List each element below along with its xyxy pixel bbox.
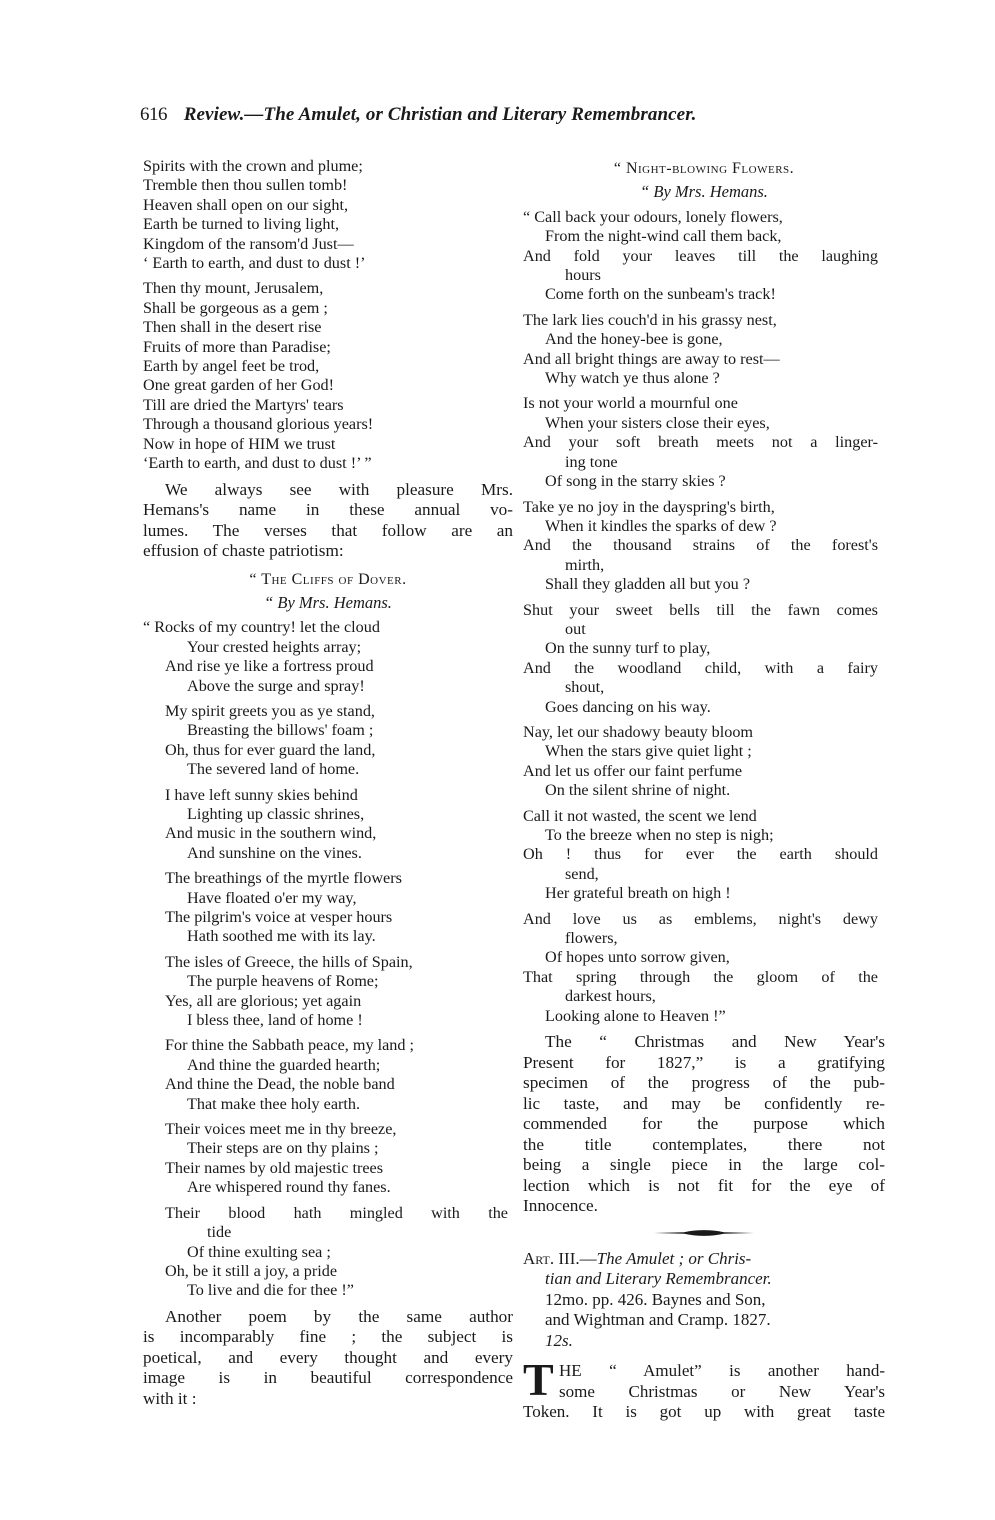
poem-stanza <box>143 869 513 947</box>
poem-line: And the honey-bee is gone, <box>545 330 723 349</box>
poem-line: And rise ye like a fortress proud <box>165 657 374 676</box>
poem-line: shout, <box>565 678 605 697</box>
poem-line: out <box>565 619 586 638</box>
closing-paragraph <box>143 1307 513 1410</box>
poem-stanza <box>143 953 513 1031</box>
poem-line: ‘Earth to earth, and dust to dust !’ ” <box>143 454 372 473</box>
poem-line: Yes, all are glorious; yet again <box>165 991 362 1010</box>
poem-line: Their names by old majestic trees <box>165 1158 384 1177</box>
page-number: 616 <box>140 104 167 125</box>
para-line: The “ Christmas and New Year's <box>545 1032 885 1052</box>
poem-line: Their voices meet me in thy breeze, <box>165 1120 397 1139</box>
para-line: the title contemplates, there not <box>523 1134 885 1154</box>
poem-line: My spirit greets you as ye stand, <box>165 701 375 720</box>
poem-line: And thine the guarded hearth; <box>187 1055 381 1074</box>
poem-stanza <box>143 157 513 273</box>
para-line: Innocence. <box>523 1196 598 1216</box>
poem-line: And let us offer our faint perfume <box>523 761 743 780</box>
poem-line: mirth, <box>565 555 605 574</box>
para-line: poetical, and every thought and every <box>143 1347 513 1367</box>
poem-line: Looking alone to Heaven !” <box>545 1006 726 1025</box>
poem-line: Now in hope of HIM we trust <box>143 434 336 453</box>
poem-line: When your sisters close their eyes, <box>545 413 770 432</box>
poem-line: hours <box>565 266 601 285</box>
poem-line: Goes dancing on his way. <box>545 697 711 716</box>
poem-line: And all bright things are away to rest— <box>523 349 780 368</box>
poem-stanza <box>523 910 885 1026</box>
ornament-icon <box>654 1229 754 1237</box>
section-divider-ornament <box>654 1229 754 1237</box>
article-title-continued: tian and Literary Remembrancer. <box>545 1269 772 1289</box>
poem-line: For thine the Sabbath peace, my land ; <box>165 1036 415 1055</box>
poem-stanza <box>143 618 513 696</box>
poem-stanza <box>143 702 513 780</box>
para-line: Present for 1827,” is a gratifying <box>523 1052 885 1072</box>
poem-line: Are whispered round thy fanes. <box>187 1178 391 1197</box>
poem-line: Spirits with the crown and plume; <box>143 157 363 175</box>
article-publication-info: 12mo. pp. 426. Baynes and Son, <box>545 1289 766 1309</box>
poem-line: Above the surge and spray! <box>187 676 365 695</box>
poem-line: Shall they gladden all but you ? <box>545 575 750 594</box>
poem-line: Then thy mount, Jerusalem, <box>143 279 324 298</box>
para-line: lic taste, and may be confidently re- <box>523 1093 885 1113</box>
poem-byline: “ By Mrs. Hemans. <box>264 592 392 612</box>
poem-line: Why watch ye thus alone ? <box>545 369 720 388</box>
para-line: being a single piece in the large col- <box>523 1155 885 1175</box>
poem-line: When the stars give quiet light ; <box>545 742 752 761</box>
poem-line: To the breeze when no step is nigh; <box>545 826 774 844</box>
review-paragraph <box>523 1032 885 1217</box>
poem-line: “ Call back your odours, lonely flowers, <box>523 207 783 226</box>
poem-line: Earth by angel feet be trod, <box>143 357 320 376</box>
poem-stanza <box>143 786 513 864</box>
poem-line: Is not your world a mournful one <box>523 394 738 413</box>
article-body <box>523 1354 885 1423</box>
poem-line: Their blood hath mingled with the <box>165 1203 508 1222</box>
para-line: image is in beautiful correspondence <box>143 1368 513 1388</box>
poem-line: And the thousand strains of the forest's <box>523 536 878 555</box>
poem-stanza <box>523 723 885 801</box>
poem-line: I have left sunny skies behind <box>165 785 358 804</box>
poem-line: The purple heavens of Rome; <box>187 972 379 991</box>
right-column <box>523 157 885 1423</box>
poem-line: One great garden of her God! <box>143 376 335 395</box>
poem-stanza <box>143 1036 513 1114</box>
poem-line: Oh, thus for ever guard the land, <box>165 740 376 759</box>
poem-line: Have floated o'er my way, <box>187 888 357 907</box>
poem-stanza <box>143 1120 513 1198</box>
poem-line: ing tone <box>565 452 618 471</box>
para-line: specimen of the progress of the pub- <box>523 1073 885 1093</box>
poem-line: I bless thee, land of home ! <box>187 1011 363 1030</box>
poem-line: Of hopes unto sorrow given, <box>545 948 730 967</box>
poem-line: Fruits of more than Paradise; <box>143 337 331 356</box>
running-title: Review.—The Amulet, or Christian and Literary Remembrancer. <box>183 104 697 125</box>
poem-line: The lark lies couch'd in his grassy nest, <box>523 310 777 329</box>
poem-line: Breasting the billows' foam ; <box>187 721 374 740</box>
para-line: commended for the purpose which <box>523 1114 885 1134</box>
poem-line: When it kindles the sparks of dew ? <box>545 516 777 535</box>
poem-line: Then shall in the desert rise <box>143 318 322 337</box>
poem-line: Of thine exulting sea ; <box>187 1242 331 1261</box>
poem-line: Call it not wasted, the scent we lend <box>523 806 757 825</box>
poem-line: And sunshine on the vines. <box>187 843 362 862</box>
para-line: is incomparably fine ; the subject is <box>143 1327 513 1347</box>
poem-line: Shut your sweet bells till the fawn comes <box>523 600 878 619</box>
poem-line: Of song in the starry skies ? <box>545 472 726 491</box>
poem-line: Your crested heights array; <box>187 637 362 656</box>
poem-line: Hath soothed me with its lay. <box>187 927 376 946</box>
poem-line: Nay, let our shadowy beauty bloom <box>523 722 754 741</box>
poem-line: Tremble then thou sullen tomb! <box>143 176 348 195</box>
poem-line: And fold your leaves till the laughing <box>523 246 878 265</box>
poem-line: flowers, <box>565 929 618 948</box>
para-line: lection which is not fit for the eye of <box>523 1175 885 1195</box>
poem-line: Kingdom of the ransom'd Just— <box>143 234 354 253</box>
poem-line: Shall be gorgeous as a gem ; <box>143 298 328 317</box>
poem-stanza <box>143 279 513 473</box>
poem-title: “ The Cliffs of Dover. <box>249 570 407 588</box>
poem-line: Oh, be it still a joy, a pride <box>165 1261 338 1280</box>
article-dash: — <box>579 1248 597 1268</box>
para-line: We always see with pleasure Mrs. <box>165 479 513 499</box>
poem-stanza <box>143 1204 513 1301</box>
poem-line: Her grateful breath on high ! <box>545 884 731 903</box>
poem-line: Come forth on the sunbeam's track! <box>545 285 776 304</box>
left-column <box>143 157 513 1417</box>
body-line: HE “ Amulet” is another hand- <box>559 1361 885 1381</box>
para-line: Another poem by the same author <box>165 1306 513 1326</box>
poem-line: That spring through the gloom of the <box>523 967 878 986</box>
poem-line: Through a thousand glorious years! <box>143 415 374 434</box>
poem-line: On the silent shrine of night. <box>545 781 731 800</box>
poem-byline: “ By Mrs. Hemans. <box>640 182 768 202</box>
poem-line: darkest hours, <box>565 987 656 1006</box>
poem-stanza <box>523 311 885 389</box>
poem-stanza <box>523 601 885 717</box>
poem-line: That make thee holy earth. <box>187 1094 361 1113</box>
poem-line: And music in the southern wind, <box>165 824 377 843</box>
article-price: 12s. <box>545 1330 573 1350</box>
article-title: The Amulet ; or Chris- <box>596 1248 752 1268</box>
poem-line: tide <box>207 1223 232 1242</box>
para-line: lumes. The verses that follow are an <box>143 520 513 540</box>
poem-line: The severed land of home. <box>187 760 360 779</box>
poem-line: To live and die for thee !” <box>187 1281 354 1300</box>
poem-line: Earth be turned to living light, <box>143 215 340 234</box>
poem-line: And the woodland child, with a fairy <box>523 658 878 677</box>
article-heading <box>523 1249 885 1352</box>
poem-stanza <box>523 208 885 305</box>
poem-line: On the sunny turf to play, <box>545 639 711 658</box>
poem-line: Heaven shall open on our sight, <box>143 195 348 214</box>
poem-line: The breathings of the myrtle flowers <box>165 869 402 888</box>
poem-line: Oh ! thus for ever the earth should <box>523 845 878 864</box>
article-line <box>523 1249 885 1270</box>
para-line: effusion of chaste patriotism: <box>143 541 344 560</box>
poem-stanza <box>523 394 885 491</box>
poem-line: From the night-wind call them back, <box>545 227 782 246</box>
drop-cap: T <box>523 1354 554 1406</box>
body-line: Token. It is got up with great taste <box>523 1402 885 1422</box>
poem-title: “ Night-blowing Flowers. <box>613 160 795 177</box>
poem-line: ‘ Earth to earth, and dust to dust !’ <box>143 254 366 273</box>
para-line: Hemans's name in these annual vo- <box>143 500 513 519</box>
poem-line: “ Rocks of my country! let the cloud <box>143 618 380 637</box>
poem-line: Take ye no joy in the dayspring's birth, <box>523 497 775 516</box>
poem-line: And thine the Dead, the noble band <box>165 1075 395 1094</box>
article-label: Art. III. <box>523 1248 580 1268</box>
poem-line: Their steps are on thy plains ; <box>187 1139 379 1158</box>
article-publisher-info: and Wightman and Cramp. 1827. <box>545 1310 771 1330</box>
poem-line: The pilgrim's voice at vesper hours <box>165 908 393 926</box>
poem-line: Lighting up classic shrines, <box>187 804 365 823</box>
running-header <box>140 104 900 130</box>
poem-line: send, <box>565 864 599 883</box>
body-line: some Christmas or New Year's <box>559 1381 885 1401</box>
poem-stanza <box>523 498 885 595</box>
poem-stanza <box>523 807 885 904</box>
intro-paragraph <box>143 480 513 562</box>
poem-line: Till are dried the Martyrs' tears <box>143 395 344 414</box>
poem-line: And love us as emblems, night's dewy <box>523 909 878 928</box>
para-line: with it : <box>143 1388 197 1408</box>
poem-line: The isles of Greece, the hills of Spain, <box>165 952 413 971</box>
poem-line: And your soft breath meets not a linger- <box>523 433 878 452</box>
